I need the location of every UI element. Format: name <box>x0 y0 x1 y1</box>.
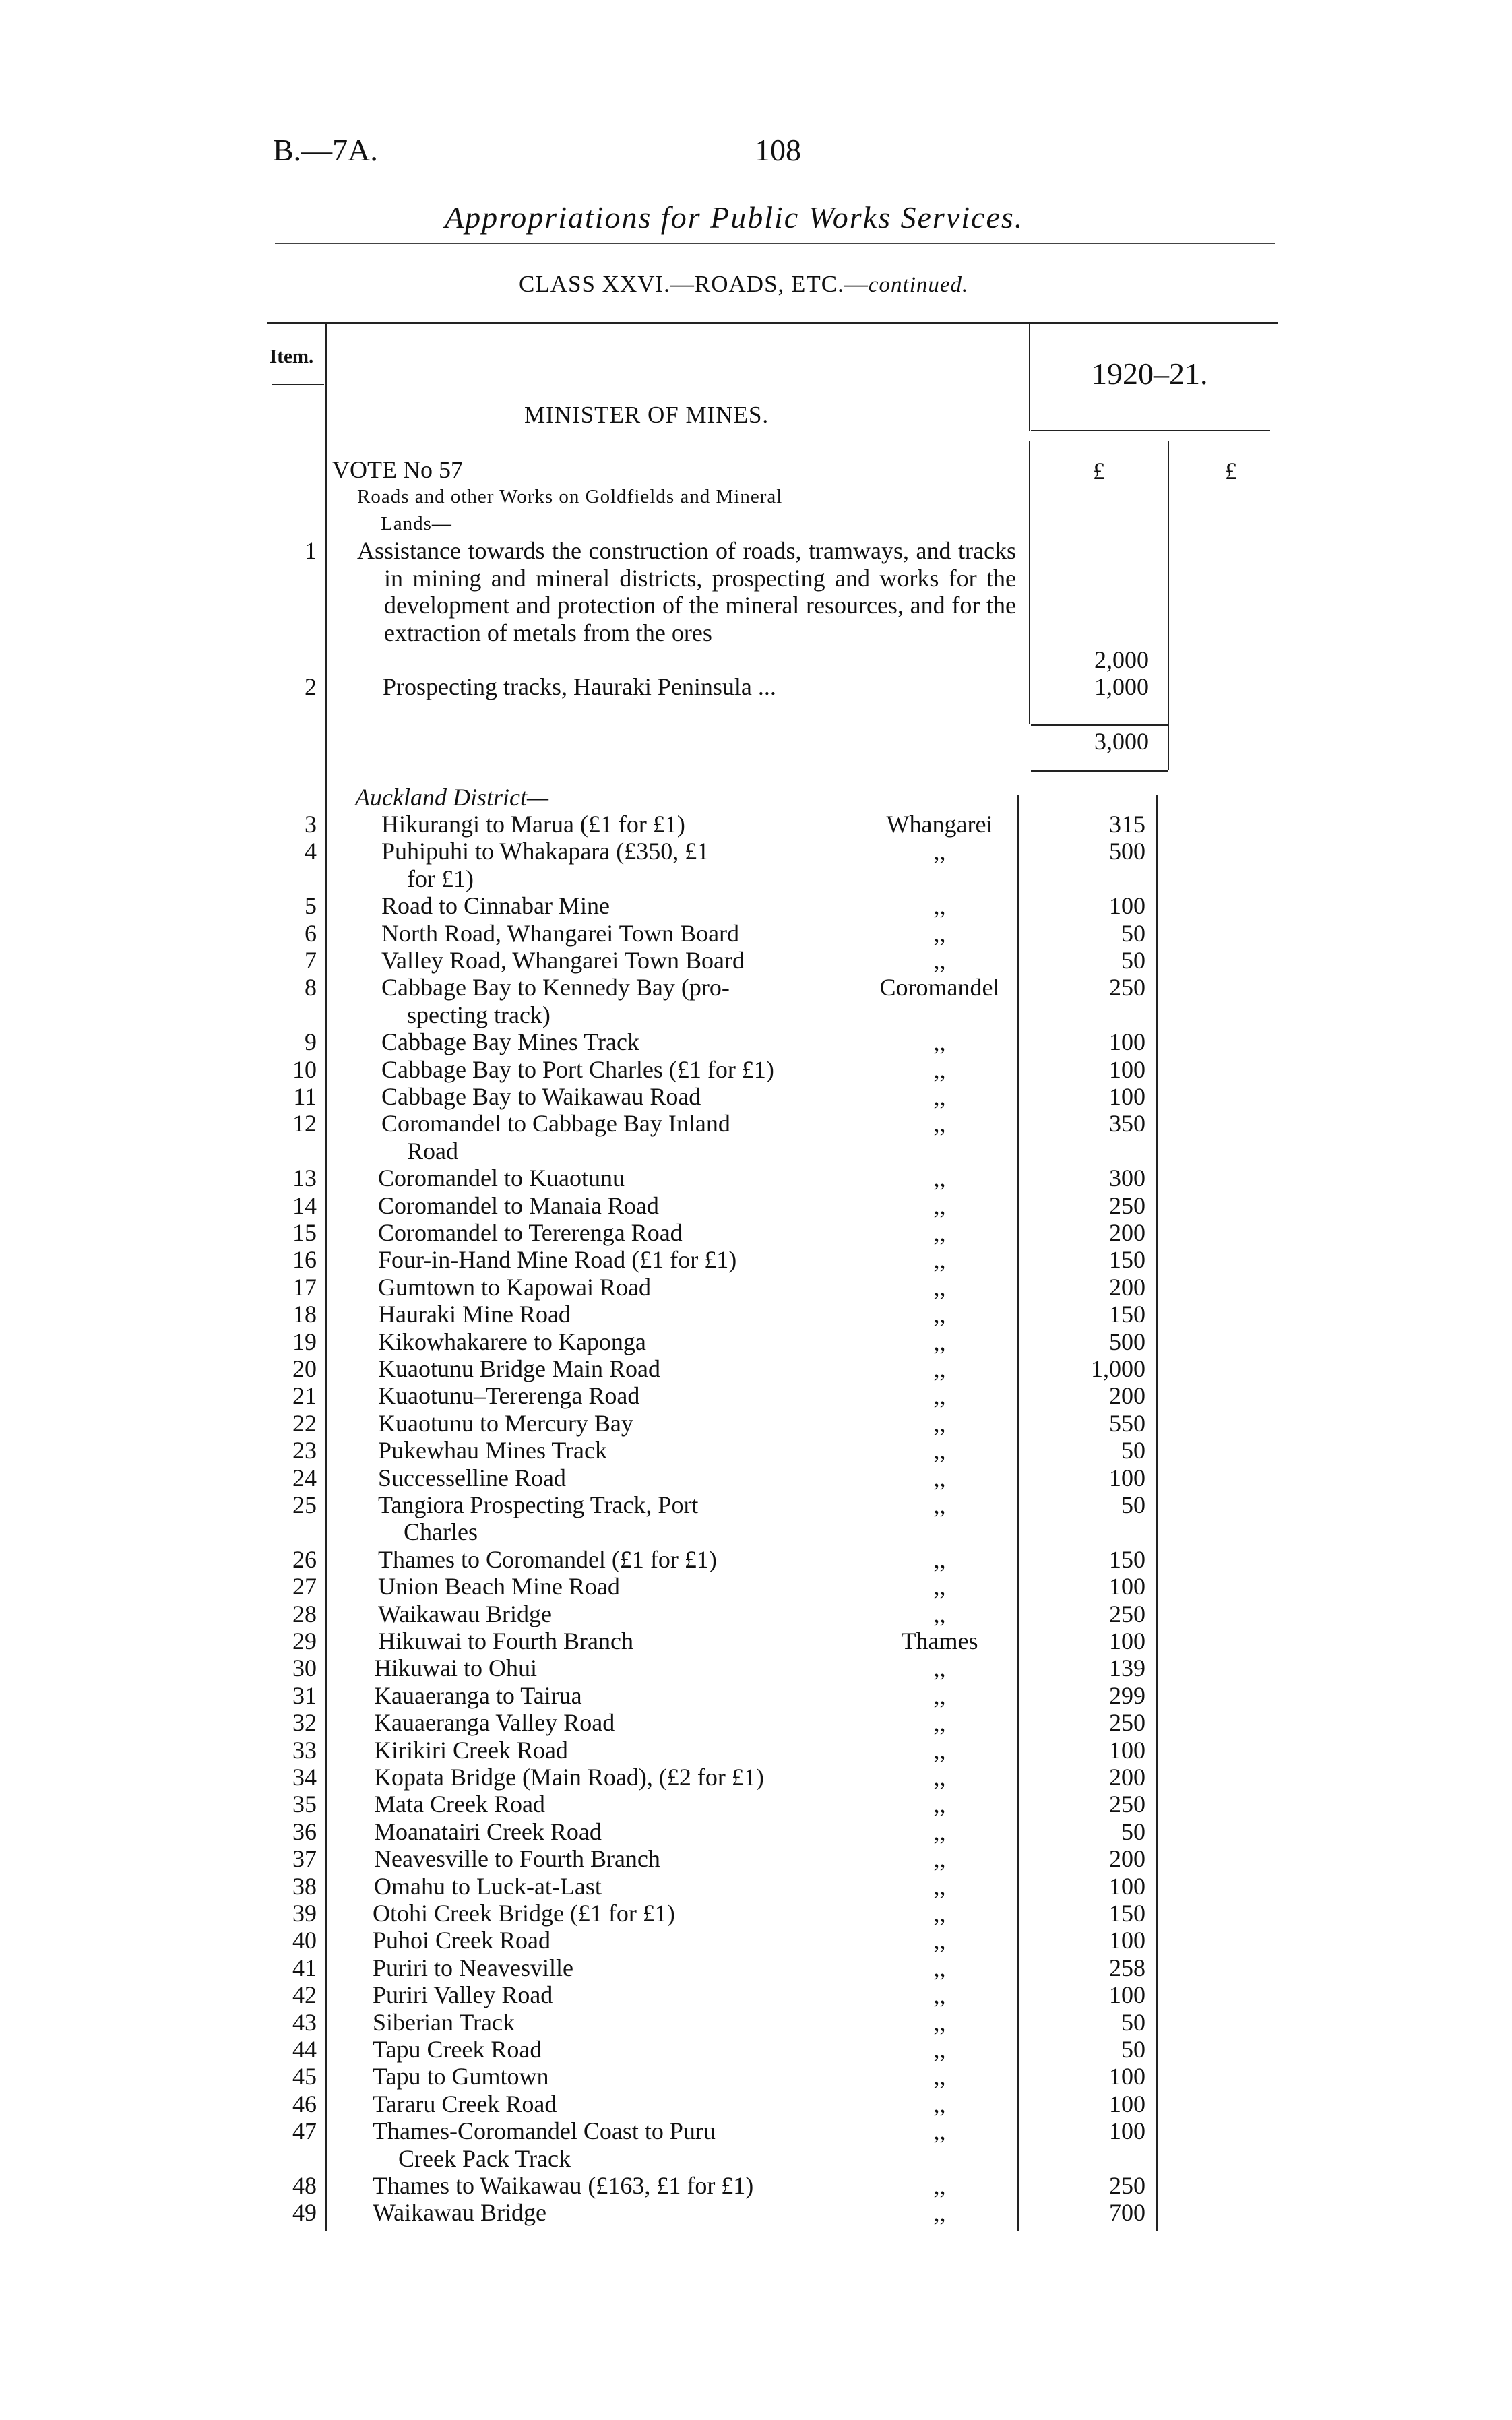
item-amount: 1,000 <box>1091 1355 1145 1382</box>
district-name: ,, <box>933 1709 946 1737</box>
item-amount: 550 <box>1109 1409 1145 1437</box>
district-name: ,, <box>933 1219 946 1246</box>
item-number: 2 <box>305 673 317 700</box>
item-amount: 250 <box>1109 1791 1145 1818</box>
item-amount: 200 <box>1109 1845 1145 1873</box>
item-number: 10 <box>292 1055 317 1083</box>
item-description: North Road, Whangarei Town Board <box>381 919 740 947</box>
item-description: Valley Road, Whangarei Town Board <box>381 947 745 974</box>
year-underline <box>1031 430 1270 431</box>
item-description: Road to Cinnabar Mine <box>381 892 610 920</box>
item-description: Kauaeranga Valley Road <box>374 1709 615 1737</box>
district-name: ,, <box>933 1573 946 1601</box>
item-description: Coromandel to Kuaotunu <box>378 1165 625 1192</box>
district-name: Coromandel <box>879 974 1000 1001</box>
subtotal-rule-top <box>1031 724 1168 726</box>
item-description: Tararu Creek Road <box>373 2090 557 2117</box>
item-amount: 139 <box>1109 1654 1145 1682</box>
item-description: Kikowhakarere to Kaponga <box>378 1328 646 1355</box>
item-amount: 100 <box>1109 2117 1145 2145</box>
item-description: Neavesville to Fourth Branch <box>374 1845 660 1873</box>
item-amount: 100 <box>1109 1627 1145 1654</box>
district-name: ,, <box>933 1600 946 1627</box>
district-name: ,, <box>933 2172 946 2199</box>
item-amount: 2,000 <box>1094 646 1149 673</box>
item-description-continued: for £1) <box>407 865 474 892</box>
district-name: ,, <box>933 892 946 920</box>
item-number: 7 <box>305 947 317 974</box>
item-number: 35 <box>292 1791 317 1818</box>
item-amount: 350 <box>1109 1110 1145 1138</box>
item-amount: 200 <box>1109 1273 1145 1301</box>
item-number: 36 <box>292 1818 317 1845</box>
item-number: 9 <box>305 1028 317 1056</box>
item-description: Coromandel to Cabbage Bay Inland <box>381 1110 730 1138</box>
item-description: Assistance towards the construction of roads, tramways, and tracks in mining and mineral districts, prospecting and works for the development and protection of the mineral resources, and for the extraction of metals from the ores <box>357 537 1016 646</box>
district-name: ,, <box>933 1791 946 1818</box>
item-amount: 258 <box>1109 1954 1145 1981</box>
item-number: 46 <box>292 2090 317 2117</box>
district-name: ,, <box>933 2199 946 2227</box>
item-amount: 250 <box>1109 1709 1145 1737</box>
item-number: 44 <box>292 2036 317 2063</box>
item-number: 15 <box>292 1219 317 1246</box>
item-number: 28 <box>292 1600 317 1627</box>
district-name: ,, <box>933 1301 946 1328</box>
item-number: 27 <box>292 1573 317 1601</box>
item-number: 45 <box>292 2063 317 2090</box>
item-number: 8 <box>305 974 317 1001</box>
item-amount: 50 <box>1121 2008 1145 2036</box>
item-amount: 250 <box>1109 2172 1145 2199</box>
item-header-rule <box>272 384 324 385</box>
district-name: ,, <box>933 1191 946 1219</box>
item-amount: 100 <box>1109 2090 1145 2117</box>
item-description: Siberian Track <box>373 2008 515 2036</box>
item-number: 24 <box>292 1464 317 1491</box>
item-amount: 250 <box>1109 1600 1145 1627</box>
item-amount: 500 <box>1109 838 1145 865</box>
item-amount: 200 <box>1109 1764 1145 1791</box>
item-description: Four-in-Hand Mine Road (£1 for £1) <box>378 1246 737 1274</box>
item-number: 29 <box>292 1627 317 1654</box>
item-number: 32 <box>292 1709 317 1737</box>
item-description: Kirikiri Creek Road <box>374 1736 568 1764</box>
item-description: Moanatairi Creek Road <box>374 1818 602 1845</box>
item-description: Hikurangi to Marua (£1 for £1) <box>381 811 685 838</box>
item-number: 40 <box>292 1927 317 1954</box>
district-name: ,, <box>933 1764 946 1791</box>
item-description-continued: Road <box>407 1137 458 1165</box>
district-name: ,, <box>933 1654 946 1682</box>
item-column-header: Item. <box>270 346 314 367</box>
item-number: 39 <box>292 1900 317 1927</box>
item-amount: 100 <box>1109 1981 1145 2009</box>
district-name: ,, <box>933 1028 946 1056</box>
document-reference: B.—7A. <box>273 133 378 167</box>
item-description: Otohi Creek Bridge (£1 for £1) <box>373 1900 675 1927</box>
district-name: ,, <box>933 2008 946 2036</box>
item-amount: 150 <box>1109 1900 1145 1927</box>
subtotal-rule-bottom <box>1031 770 1168 772</box>
item-number: 25 <box>292 1491 317 1518</box>
item-description: Puriri to Neavesville <box>373 1954 573 1981</box>
item-description: Thames to Waikawau (£163, £1 for £1) <box>373 2172 754 2199</box>
page-title: Appropriations for Public Works Services. <box>445 200 1024 235</box>
item-number: 41 <box>292 1954 317 1981</box>
pound-column-rule-1 <box>1029 441 1030 724</box>
item-amount: 50 <box>1121 2036 1145 2063</box>
item-amount: 315 <box>1109 811 1145 838</box>
item-number: 4 <box>305 838 317 865</box>
item-number: 43 <box>292 2008 317 2036</box>
district-name: ,, <box>933 1736 946 1764</box>
item-amount: 100 <box>1109 1872 1145 1900</box>
item-amount: 100 <box>1109 1573 1145 1601</box>
district-name: ,, <box>933 1981 946 2009</box>
item-amount: 700 <box>1109 2199 1145 2227</box>
item-amount: 299 <box>1109 1681 1145 1709</box>
item-description: Kauaeranga to Tairua <box>374 1681 582 1709</box>
item-number: 5 <box>305 892 317 920</box>
item-amount: 100 <box>1109 1083 1145 1110</box>
item-number: 34 <box>292 1764 317 1791</box>
district-name: ,, <box>933 1872 946 1900</box>
item-number: 19 <box>292 1328 317 1355</box>
item-amount: 50 <box>1121 1491 1145 1518</box>
item-description: Cabbage Bay Mines Track <box>381 1028 639 1056</box>
district-name: ,, <box>933 1681 946 1709</box>
item-amount: 100 <box>1109 1028 1145 1056</box>
district-name: ,, <box>933 1328 946 1355</box>
item-amount: 100 <box>1109 1464 1145 1491</box>
item-amount: 100 <box>1109 1927 1145 1954</box>
item-number: 47 <box>292 2117 317 2145</box>
item-description: Hikuwai to Ohui <box>374 1654 537 1682</box>
item-amount: 50 <box>1121 919 1145 947</box>
item-amount: 250 <box>1109 1191 1145 1219</box>
district-name: ,, <box>933 1818 946 1845</box>
amount-column-rule <box>1156 795 1158 2231</box>
item-description: Waikawau Bridge <box>373 2199 547 2227</box>
item-number: 1 <box>305 537 317 564</box>
class-heading-text: CLASS XXVI.—ROADS, ETC.— <box>519 271 869 297</box>
district-name: ,, <box>933 1110 946 1138</box>
item-amount: 100 <box>1109 2063 1145 2090</box>
item-description: Tapu to Gumtown <box>373 2063 549 2090</box>
item-number: 38 <box>292 1872 317 1900</box>
item-number: 33 <box>292 1736 317 1764</box>
item-number: 37 <box>292 1845 317 1873</box>
item-number: 11 <box>293 1083 317 1110</box>
district-name: ,, <box>933 1437 946 1464</box>
item-column-rule <box>325 323 327 2231</box>
item-number: 17 <box>292 1273 317 1301</box>
item-description: Cabbage Bay to Waikawau Road <box>381 1083 701 1110</box>
district-name: ,, <box>933 1246 946 1274</box>
item-description: Waikawau Bridge <box>378 1600 553 1627</box>
item-description: Cabbage Bay to Kennedy Bay (pro- <box>381 974 730 1001</box>
district-name: ,, <box>933 2117 946 2145</box>
item-number: 13 <box>292 1165 317 1192</box>
item-number: 14 <box>292 1191 317 1219</box>
item-amount: 250 <box>1109 974 1145 1001</box>
item-description: Puriri Valley Road <box>373 1981 553 2009</box>
item-number: 18 <box>292 1301 317 1328</box>
item-description: Omahu to Luck-at-Last <box>374 1872 602 1900</box>
item-description: Kopata Bridge (Main Road), (£2 for £1) <box>374 1764 764 1791</box>
item-amount: 50 <box>1121 1818 1145 1845</box>
table-top-rule <box>267 322 1278 324</box>
page-number: 108 <box>755 133 801 167</box>
district-name: ,, <box>933 2036 946 2063</box>
item-amount: 150 <box>1109 1246 1145 1274</box>
item-number: 48 <box>292 2172 317 2199</box>
class-heading-continued: continued. <box>868 273 969 297</box>
item-number: 16 <box>292 1246 317 1274</box>
vote-heading-line-1: Roads and other Works on Goldfields and Mineral <box>357 486 783 507</box>
vote-heading-line-2: Lands— <box>381 513 452 534</box>
district-heading: Auckland District— <box>355 784 548 811</box>
district-name: ,, <box>933 1954 946 1981</box>
pound-symbol-1: £ <box>1093 458 1105 485</box>
item-description: Thames-Coromandel Coast to Puru <box>373 2117 716 2145</box>
item-description: Cabbage Bay to Port Charles (£1 for £1) <box>381 1055 774 1083</box>
item-amount: 50 <box>1121 1437 1145 1464</box>
item-amount: 100 <box>1109 1736 1145 1764</box>
item-number: 3 <box>305 811 317 838</box>
item-description: Coromandel to Manaia Road <box>378 1191 659 1219</box>
item-description-continued: Creek Pack Track <box>398 2144 571 2172</box>
item-description: Thames to Coromandel (£1 for £1) <box>378 1545 717 1573</box>
item-description: Hauraki Mine Road <box>378 1301 571 1328</box>
item-number: 42 <box>292 1981 317 2009</box>
item-description: Mata Creek Road <box>374 1791 545 1818</box>
item-number: 31 <box>292 1681 317 1709</box>
item-number: 6 <box>305 919 317 947</box>
district-name: ,, <box>933 838 946 865</box>
item-amount: 500 <box>1109 1328 1145 1355</box>
item-number: 49 <box>292 2199 317 2227</box>
title-rule <box>275 243 1275 244</box>
leader-dots: ... <box>751 673 776 700</box>
item-description: Gumtown to Kapowai Road <box>378 1273 651 1301</box>
district-name: ,, <box>933 1491 946 1518</box>
district-name: ,, <box>933 1355 946 1382</box>
item-description: Kuaotunu Bridge Main Road <box>378 1355 660 1382</box>
item-description: Tangiora Prospecting Track, Port <box>378 1491 699 1518</box>
year-header: 1920–21. <box>1092 356 1208 391</box>
district-name: ,, <box>933 1055 946 1083</box>
district-name: ,, <box>933 1845 946 1873</box>
item-number: 21 <box>292 1382 317 1410</box>
item-description: Kuaotunu to Mercury Bay <box>378 1409 633 1437</box>
district-column-rule <box>1017 795 1019 2231</box>
item-number: 20 <box>292 1355 317 1382</box>
district-name: ,, <box>933 1545 946 1573</box>
district-name: ,, <box>933 1464 946 1491</box>
item-description: Hikuwai to Fourth Branch <box>378 1627 633 1654</box>
item-amount: 150 <box>1109 1545 1145 1573</box>
item-description-continued: Charles <box>404 1518 478 1546</box>
district-name: ,, <box>933 1382 946 1410</box>
pound-symbol-2: £ <box>1225 458 1237 485</box>
item-description <box>383 673 776 700</box>
item-description: Union Beach Mine Road <box>378 1573 620 1601</box>
item-description: Successelline Road <box>378 1464 566 1491</box>
item-amount: 200 <box>1109 1219 1145 1246</box>
class-heading <box>519 271 968 298</box>
item-number: 30 <box>292 1654 317 1682</box>
district-name: Whangarei <box>886 811 993 838</box>
item-description: Kuaotunu–Tererenga Road <box>378 1382 640 1410</box>
district-name: ,, <box>933 1273 946 1301</box>
item-number: 23 <box>292 1437 317 1464</box>
item-amount: 50 <box>1121 947 1145 974</box>
item-description: Tapu Creek Road <box>373 2036 542 2063</box>
item-description-text: Prospecting tracks, Hauraki Peninsula <box>383 673 752 700</box>
item-description: Pukewhau Mines Track <box>378 1437 607 1464</box>
item-number: 26 <box>292 1545 317 1573</box>
district-name: ,, <box>933 1165 946 1192</box>
district-name: ,, <box>933 1409 946 1437</box>
item-description: Puhipuhi to Whakapara (£350, £1 <box>381 838 710 865</box>
item-amount: 100 <box>1109 1055 1145 1083</box>
district-name: ,, <box>933 919 946 947</box>
item-description-continued: specting track) <box>407 1001 550 1028</box>
item-amount: 300 <box>1109 1165 1145 1192</box>
item-description: Puhoi Creek Road <box>373 1927 550 1954</box>
year-header-rule <box>1029 323 1030 431</box>
district-name: ,, <box>933 2090 946 2117</box>
district-name: ,, <box>933 1083 946 1110</box>
district-name: ,, <box>933 1900 946 1927</box>
item-amount: 200 <box>1109 1382 1145 1410</box>
district-name: ,, <box>933 1927 946 1954</box>
item-amount: 100 <box>1109 892 1145 920</box>
item-number: 12 <box>292 1110 317 1138</box>
item-number: 22 <box>292 1409 317 1437</box>
minister-heading: MINISTER OF MINES. <box>524 402 769 428</box>
vote-subtotal: 3,000 <box>1094 728 1149 755</box>
item-amount: 150 <box>1109 1301 1145 1328</box>
pound-column-rule-2 <box>1168 441 1169 770</box>
vote-title: VOTE No 57 <box>332 456 463 483</box>
district-name: ,, <box>933 2063 946 2090</box>
item-amount: 1,000 <box>1094 673 1149 700</box>
district-name: Thames <box>901 1627 978 1654</box>
item-description: Coromandel to Tererenga Road <box>378 1219 683 1246</box>
district-name: ,, <box>933 947 946 974</box>
